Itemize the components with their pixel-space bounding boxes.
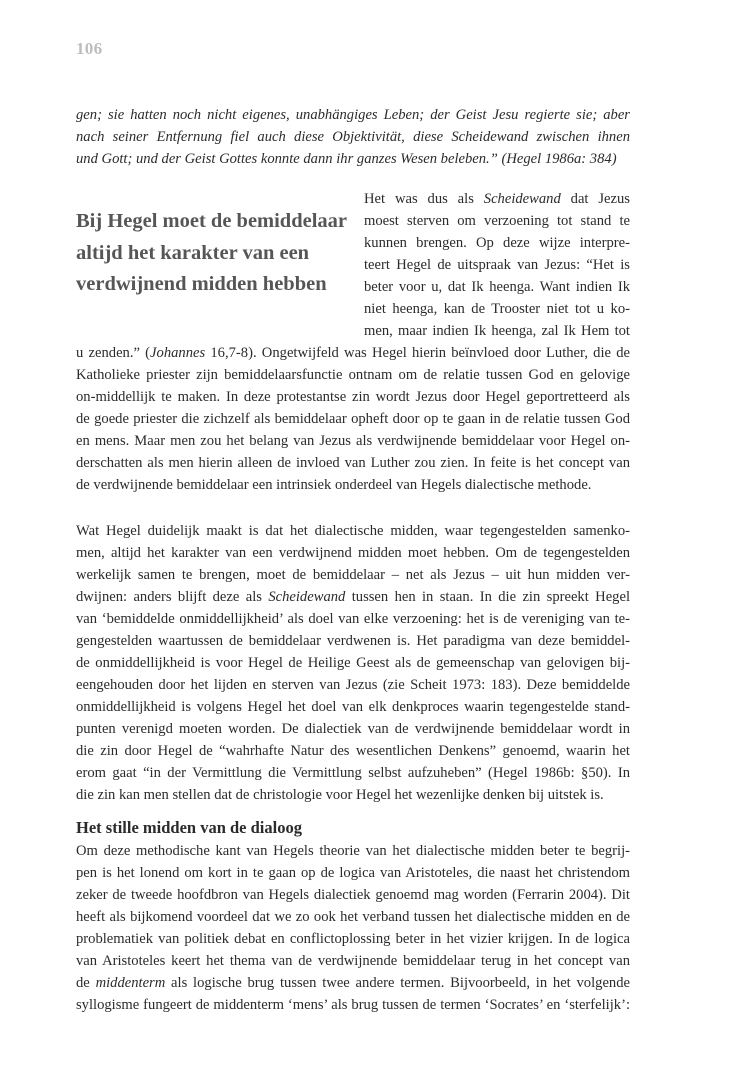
body-line: en mens. Maar men zou het belang van Jezus als verdwijnende bemiddelaar voor Hegel on- [76,433,630,449]
body-line: gengestelden waartussen de bemiddelaar verdwenen is. Het paradigma van deze bemiddel- [76,633,630,649]
body-line: on-middellijk te maken. In deze protestantse zin wordt Jezus door Hegel geportretteerd als [76,389,630,405]
section-heading: Het stille midden van de dialoog [76,818,302,837]
body-line: de onmiddellijkheid is voor Hegel de Heilige Geest als de gemeenschap van gelovigen bij- [76,655,630,671]
body-line: Wat Hegel duidelijk maakt is dat het dialectische midden, waar tegengestelden samenko- [76,523,630,539]
body-line: pen is het lonend om kort in te gaan op de logica van Aristoteles, die naast het christendom [76,865,630,881]
body-line: problematiek van politiek debat en conflictoplossing beter in het vizier krijgen. In de logica [76,931,630,947]
body-line: punten verenigd moeten worden. De dialectiek van de verdwijnende bemiddelaar wordt in [76,721,630,737]
body-line: dwijnen: anders blijft deze als Scheidewand tussen hen in staan. In die zin spreekt Hegel [76,589,630,605]
body-line: kunnen brengen. Op deze wijze interpre- [364,235,630,251]
body-line: werkelijk samen te brengen, moet de bemiddelaar – net als Jezus – uit hun midden ver- [76,567,630,583]
body-line: teert Hegel de uitspraak van Jezus: “Het is [364,257,630,273]
quote-line: gen; sie hatten noch nicht eigenes, unabhängiges Leben; der Geist Jesu regierte sie; aber [76,107,630,123]
pull-quote-line: verdwijnend midden hebben [76,273,327,295]
body-line: moest sterven om verzoening tot stand te [364,213,630,229]
pull-quote [76,206,362,301]
body-line: men, maar indien Ik heenga, zal Ik Hem tot [364,323,630,339]
body-line: die zin door Hegel de “wahrhafte Natur des wesentlichen Denkens” genoemd, waarin het [76,743,630,759]
quote-line: nach seiner Entfernung fiel auch diese Objektivität, diese Scheidewand zwischen ihnen [76,129,630,145]
body-line: heeft als bijkomend voordeel dat we zo ook het verband tussen het dialectische midden en de [76,909,630,925]
body-line: Het was dus als Scheidewand dat Jezus [364,191,630,207]
page-number: 106 [76,39,103,58]
body-line: de middenterm als logische brug tussen twee andere termen. Bijvoorbeeld, in het volgende [76,975,630,991]
body-line: zeker de tweede hoofdbron van Hegels dialectiek genoemd mag worden (Ferrarin 2004). Dit [76,887,630,903]
quote-line: und Gott; und der Geist Gottes konnte dann ihr ganzes Wesen beleben.” (Hegel 1986a: 384) [76,151,617,167]
pull-quote-line: Bij Hegel moet de bemiddelaar [76,210,348,232]
body-line: beter voor u, dat Ik heenga. Want indien Ik [364,279,630,295]
body-line: van Aristoteles keert het thema van de verdwijnende bemiddelaar terug in het concept van [76,953,630,969]
body-line: niet heenga, kan de Trooster niet tot u ko- [364,301,630,317]
body-line: syllogisme fungeert de middenterm ‘mens’ als brug tussen de termen ‘Socrates’ en ‘sterfelijk’: [76,997,630,1013]
body-line: onmiddellijkheid is volgens Hegel het doel van elk denkproces waarin tegengestelde stand- [76,699,630,715]
body-line: die zin kan men stellen dat de christologie voor Hegel het wezenlijke denken bij uitstek is. [76,787,604,803]
body-line: Om deze methodische kant van Hegels theorie van het dialectische midden beter te begrij- [76,843,630,859]
body-line: van ‘bemiddelde onmiddellijkheid’ als doel van elke verzoening: het is de vereniging van te- [76,611,630,627]
body-line: erom gaat “in der Vermittlung die Vermittlung selbst aufzuheben” (Hegel 1986b: §50). In [76,765,630,781]
body-line: Katholieke priester zijn bemiddelaarsfunctie ontnam om de relatie tussen God en gelovige [76,367,630,383]
body-line: u zenden.” (Johannes 16,7-8). Ongetwijfeld was Hegel hierin beïnvloed door Luther, die de [76,345,630,361]
body-line: derschatten als men hierin alleen de invloed van Luther zou zien. In feite is het concept van [76,455,630,471]
body-line: eengehouden door het lijden en sterven van Jezus (zie Scheit 1973: 183). Deze bemiddelde [76,677,630,693]
body-line: de goede priester die zichzelf als bemiddelaar opheft door op te gaan in de relatie tussen God [76,411,630,427]
body-line: de verdwijnende bemiddelaar een intrinsiek onderdeel van Hegels dialectische methode. [76,477,592,493]
body-line: men, altijd het karakter van een verdwijnend midden moet hebben. Om de tegengestelden [76,545,630,561]
pull-quote-line: altijd het karakter van een [76,241,310,264]
